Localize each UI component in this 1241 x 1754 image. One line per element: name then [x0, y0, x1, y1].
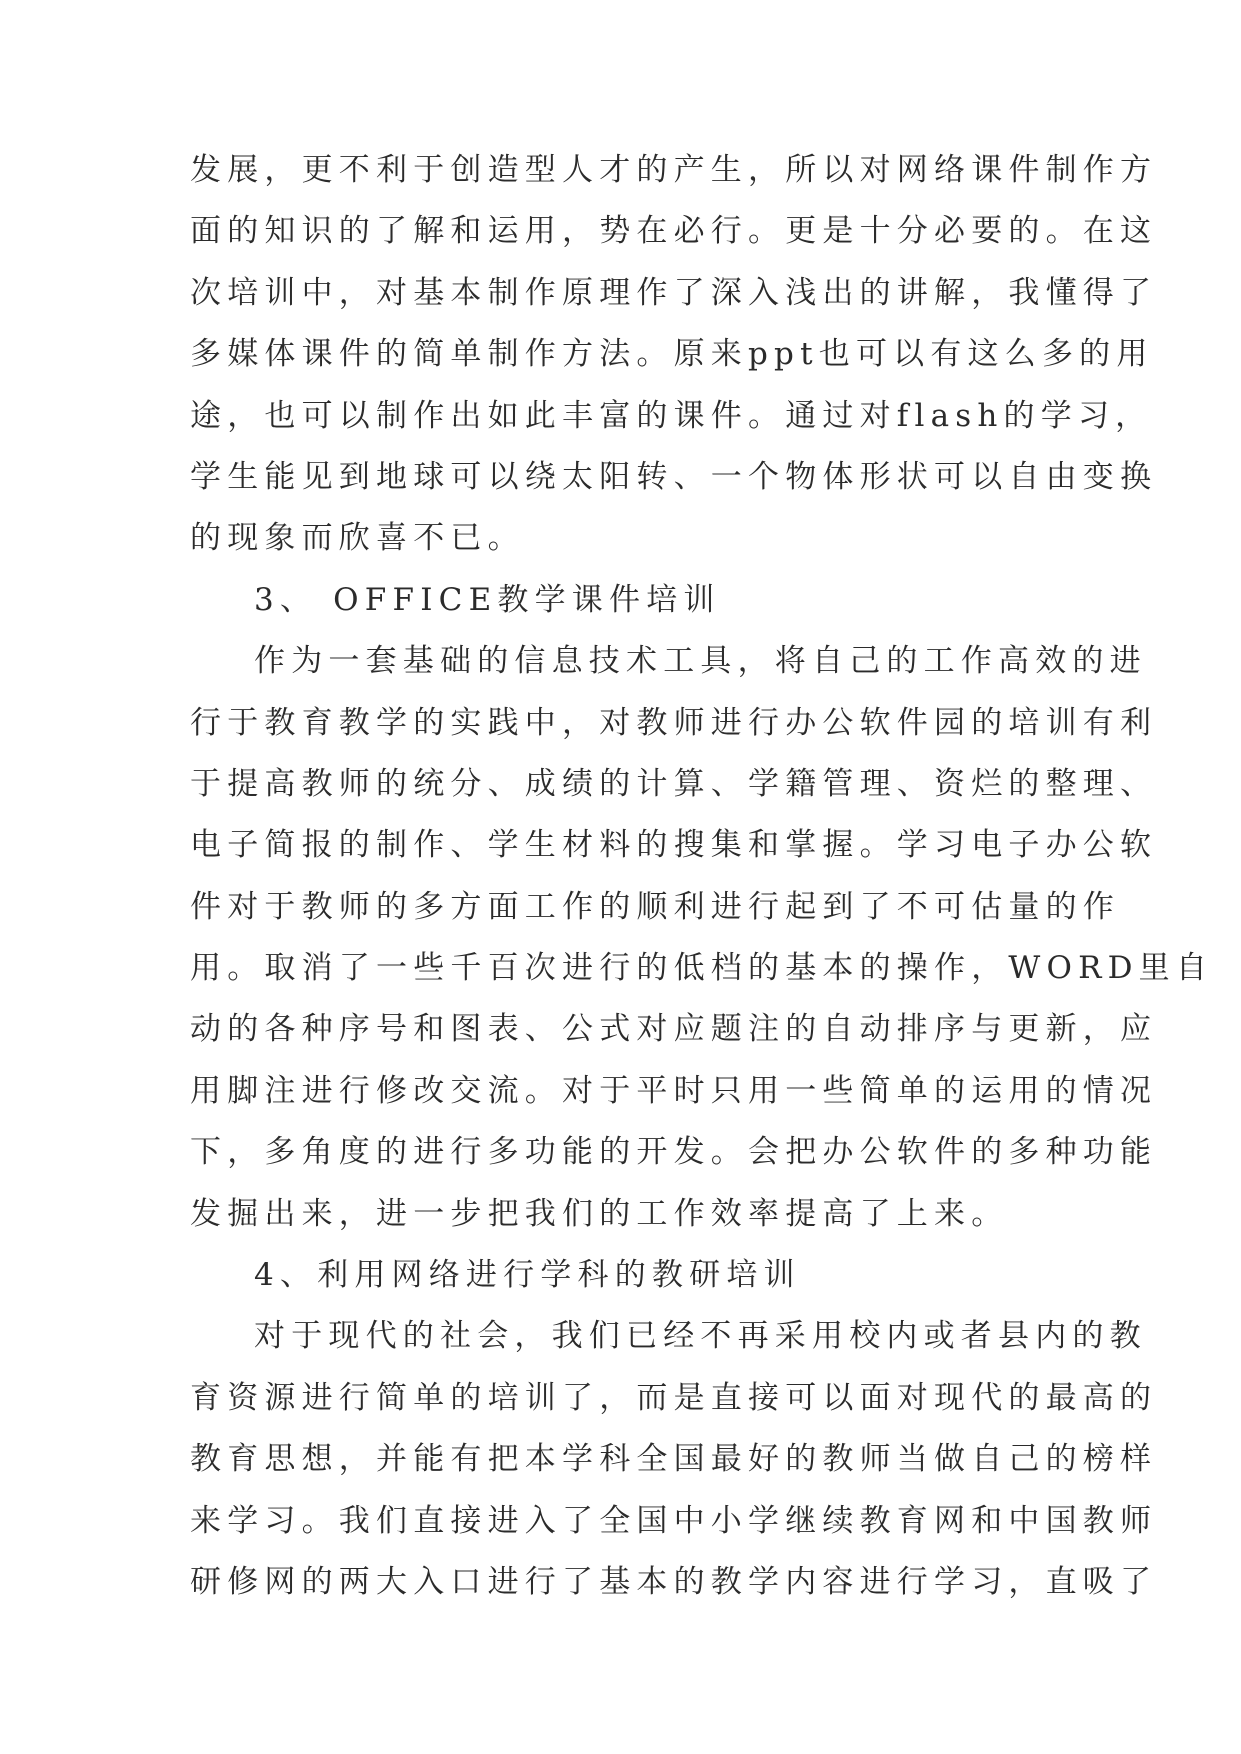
- section-heading: 4、利用网络进行学科的教研培训: [254, 1257, 801, 1294]
- paragraph-line: 于提高教师的统分、成绩的计算、学籍管理、资烂的整理、: [190, 765, 1158, 802]
- paragraph-line: 发掘出来，进一步把我们的工作效率提高了上来。: [190, 1195, 1009, 1232]
- paragraph-line: 学生能见到地球可以绕太阳转、一个物体形状可以自由变换: [190, 458, 1158, 495]
- document-body: [190, 140, 1214, 1613]
- paragraph-line: 育资源进行简单的培训了，而是直接可以面对现代的最高的: [190, 1379, 1158, 1416]
- section-heading: 3、 OFFICE教学课件培训: [254, 581, 721, 618]
- paragraph-line: 教育思想，并能有把本学科全国最好的教师当做自己的榜样: [190, 1441, 1158, 1478]
- paragraph-first-line: 对于现代的社会，我们已经不再采用校内或者县内的教: [254, 1318, 1147, 1355]
- paragraph-line: 动的各种序号和图表、公式对应题注的自动排序与更新，应: [190, 1011, 1158, 1048]
- paragraph-line: 面的知识的了解和运用，势在必行。更是十分必要的。在这: [190, 213, 1158, 250]
- paragraph-line: 研修网的两大入口进行了基本的教学内容进行学习，直吸了: [190, 1563, 1158, 1600]
- paragraph-line: 电子简报的制作、学生材料的搜集和掌握。学习电子办公软: [190, 827, 1158, 864]
- paragraph-line: 来学习。我们直接进入了全国中小学继续教育网和中国教师: [190, 1502, 1158, 1539]
- paragraph-line: 发展，更不利于创造型人才的产生，所以对网络课件制作方: [190, 152, 1158, 188]
- paragraph-line: 途，也可以制作出如此丰富的课件。通过对flash的学习，: [190, 397, 1153, 434]
- paragraph-line: 下，多角度的进行多功能的开发。会把办公软件的多种功能: [190, 1134, 1158, 1171]
- paragraph-line: 用脚注进行修改交流。对于平时只用一些简单的运用的情况: [190, 1072, 1158, 1109]
- paragraph-line: 件对于教师的多方面工作的顺利进行起到了不可估量的作: [190, 888, 1120, 925]
- paragraph-line: 用。取消了一些千百次进行的低档的基本的操作，WORD里自: [190, 950, 1214, 987]
- paragraph-line: 的现象而欣喜不已。: [190, 520, 525, 557]
- paragraph-line: 多媒体课件的简单制作方法。原来ppt也可以有这么多的用: [190, 336, 1154, 373]
- paragraph-line: 次培训中，对基本制作原理作了深入浅出的讲解，我懂得了: [190, 274, 1158, 311]
- paragraph-first-line: 作为一套基础的信息技术工具，将自己的工作高效的进: [254, 643, 1147, 680]
- paragraph-line: 行于教育教学的实践中，对教师进行办公软件园的培训有利: [190, 704, 1158, 741]
